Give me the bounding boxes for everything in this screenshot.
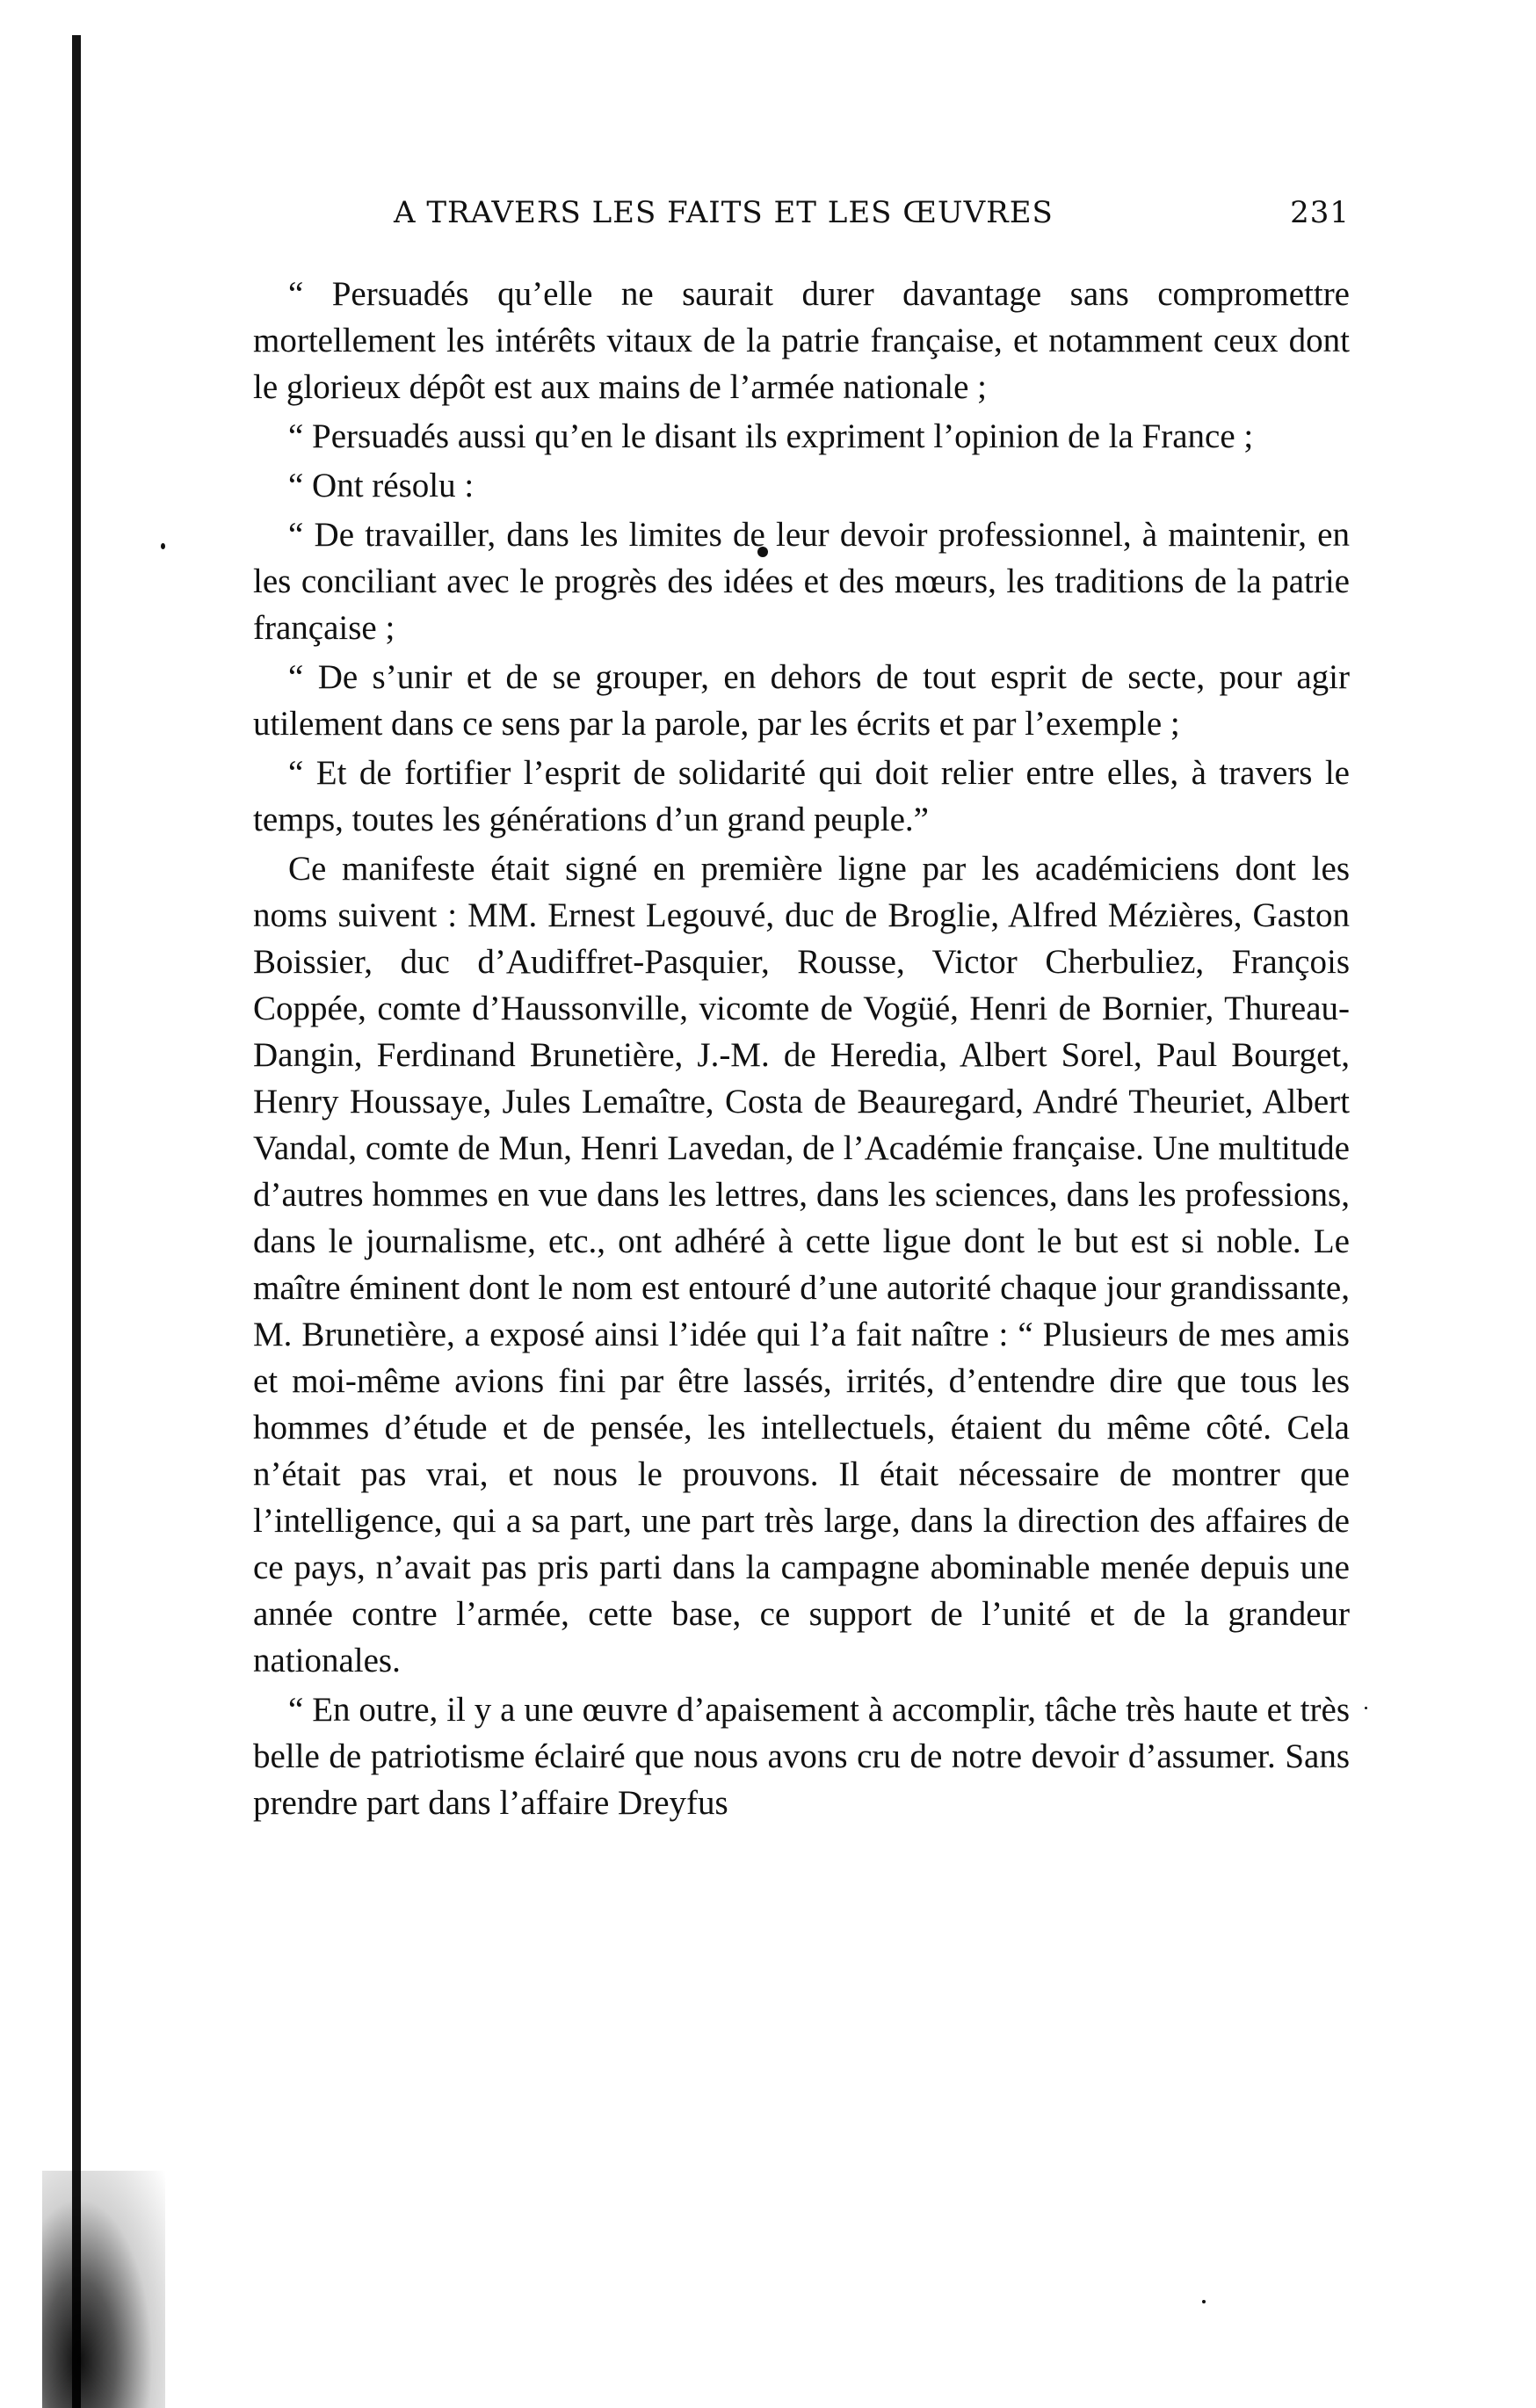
paragraph-1: “ Persuadés qu’elle ne saurait durer davantage sans compromettre mortellement les intérêts vitaux de la patrie française, et notamment ceux dont le glorieux dépôt est aux mains de l’armée nationale ; bbox=[253, 275, 1350, 406]
paragraph-6: “ Et de fortifier l’esprit de solidarité qui doit relier entre elles, à travers le temps, toutes les générations d’un grand peuple.” bbox=[253, 754, 1350, 838]
paragraph-4: “ De travailler, dans les limites de leur devoir professionnel, à maintenir, en les conciliant avec le progrès des idées et des mœurs, les traditions de la patrie française ; bbox=[253, 516, 1350, 647]
page-header bbox=[253, 195, 1350, 241]
paragraph-3: “ Ont résolu : bbox=[288, 467, 475, 504]
paragraph-2: “ Persuadés aussi qu’en le disant ils expriment l’opinion de la France ; bbox=[288, 417, 1254, 455]
binding-line bbox=[72, 35, 81, 2408]
ink-speck bbox=[1202, 2300, 1206, 2303]
paragraph-7: Ce manifeste était signé en première ligne par les académiciens dont les noms suivent : MM. Ernest Legouvé, duc de Broglie, Alfred Mézières, Gaston Boissier, duc d’Audiffret-Pasquier, Rousse, Victor Cherbuliez, François Coppée, comte d’Haussonville, vicomte de Vogüé, Henri de Bornier, Thureau-Dangin, Ferdinand Brunetière, J.-M. de Heredia, Albert Sorel, Paul Bourget, Henry Houssaye, Jules Lemaître, Costa de Beauregard, André Theuriet, Albert Vandal, comte de Mun, Henri Lavedan, de l’Académie française. Une multitude d’autres hommes en vue dans les lettres, dans les sciences, dans les professions, dans le journalisme, etc., ont adhéré à cette ligue dont le but est si noble. Le maître éminent dont le nom est entouré d’une autorité chaque jour grandissante, M. Brunetière, a exposé ainsi l’idée qui l’a fait naître : “ Plusieurs de mes amis et moi-même avions fini par être lassés, irrités, d’entendre dire que tous les hommes d’étude et de pensée, les intellectuels, étaient du même côté. Cela n’était pas vrai, et nous le prouvons. Il était nécessaire de montrer que l’intelligence, qui a sa part, une part très large, dans la direction des affaires de ce pays, n’avait pas pris parti dans la campagne abominable menée depuis une année contre l’armée, cette base, ce support de l’unité et de la grandeur nationales. bbox=[253, 850, 1350, 1679]
running-head: A TRAVERS LES FAITS ET LES ŒUVRES bbox=[394, 195, 1054, 230]
page-number: 231 bbox=[1290, 195, 1350, 230]
binding-shadow bbox=[42, 2171, 165, 2408]
paragraph-5: “ De s’unir et de se grouper, en dehors de tout esprit de secte, pour agir utilement dans ce sens par la parole, par les écrits et par l’exemple ; bbox=[253, 658, 1350, 743]
paragraph-8: “ En outre, il y a une œuvre d’apaisement à accomplir, tâche très haute et très belle de patriotisme éclairé que nous avons cru de notre devoir d’assumer. Sans prendre part dans l’affaire Dreyfus bbox=[253, 1691, 1350, 1822]
ink-speck bbox=[1365, 1707, 1367, 1709]
body-text bbox=[253, 271, 1350, 1829]
ink-speck bbox=[161, 543, 165, 549]
